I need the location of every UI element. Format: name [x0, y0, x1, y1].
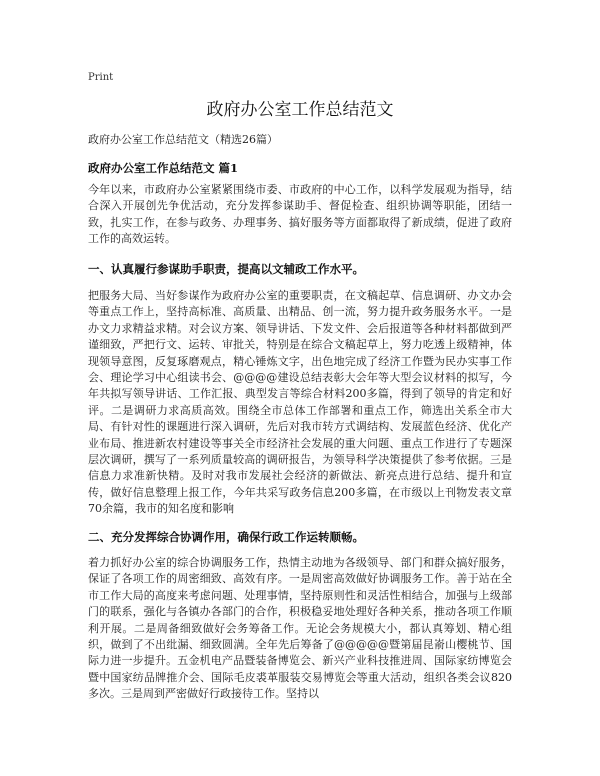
page-title: 政府办公室工作总结范文 [206, 100, 394, 120]
print-link[interactable]: Print [88, 72, 114, 83]
paragraph: 着力抓好办公室的综合协调服务工作，热情主动地为各级领导、部门和群众搞好服务，保证了各项工作的周密细致、高效有序。一是周密高效做好协调服务工作。善于站在全市工作大局的高度来考虑问题、处理事情，坚持原则性和灵活性相结合，加强与上级部门的联系，强化与各镇办各部门的合作，积极稳妥地处理好各种关系，推动各项工作顺利开展。二是周备细致做好会务筹备工作。无论会务规模大小，都认真筹划、精心组织，做到了不出纰漏、细致圆满。全年先后筹备了@@@@@暨第届昆嵛山樱桃节、国际力进一步提升。五金机电产品暨装备博览会、新兴产业科技推进周、国际家纺博览会暨中国家纺品牌推介会、国际毛皮裘革服装交易博览会等重大活动，组织各类会议820多次。三是周到严密做好行政接待工作。坚持以 [88, 556, 512, 701]
paragraph: 今年以来，市政府办公室紧紧围绕市委、市政府的中心工作，以科学发展观为指导，结合深入开展创先争优活动，充分发挥参谋助手、督促检查、组织协调等职能，团结一致，扎实工作，在参与政务、办理事务、搞好服务等方面都取得了新成绩，促进了政府工作的高效运转。 [88, 183, 512, 246]
section-title: 政府办公室工作总结范文 篇1 [88, 161, 239, 175]
section-heading: 二、充分发挥综合协调作用，确保行政工作运转顺畅。 [88, 530, 364, 544]
section-heading: 一、认真履行参谋助手职责，提高以文辅政工作水平。 [88, 262, 364, 276]
document-subtitle: 政府办公室工作总结范文（精选26篇） [88, 133, 278, 146]
paragraph: 把服务大局、当好参谋作为政府办公室的重要职责，在文稿起草、信息调研、办文办会等重点工作上，坚持高标准、高质量、出精品、创一流，努力提升政务服务水平。一是办文力求精益求精。对会议方案、领导讲话、下发文件、会后报道等各种材料都做到严谨细致，严把行文、运转、审批关，特别是在综合文稿起草上，努力吃透上级精神，体现领导意图，反复琢磨观点，精心锤炼文字，出色地完成了经济工作暨为民办实事工作会、理论学习中心组读书会、@@@@建设总结表彰大会年等大型会议材料的拟写，今年共拟写领导讲话、工作汇报、典型发言等综合材料200多篇，得到了领导的肯定和好评。二是调研力求高质高效。围绕全市总体工作部署和重点工作，筛选出关系全市大局、有针对性的课题进行深入调研，先后对我市转方式调结构、发展蓝色经济、优化产业布局、推进新农村建设等事关全市经济社会发展的重大问题、重点工作进行了专题深层次调研，撰写了一系列质量较高的调研报告，为领导科学决策提供了参考依据。三是信息力求准新快精。及时对我市发展社会经济的新做法、新亮点进行总结、提升和宣传，做好信息整理上报工作，今年共采写政务信息200多篇，在市级以上刊物发表文章70余篇，我市的知名度和影响 [88, 289, 512, 516]
